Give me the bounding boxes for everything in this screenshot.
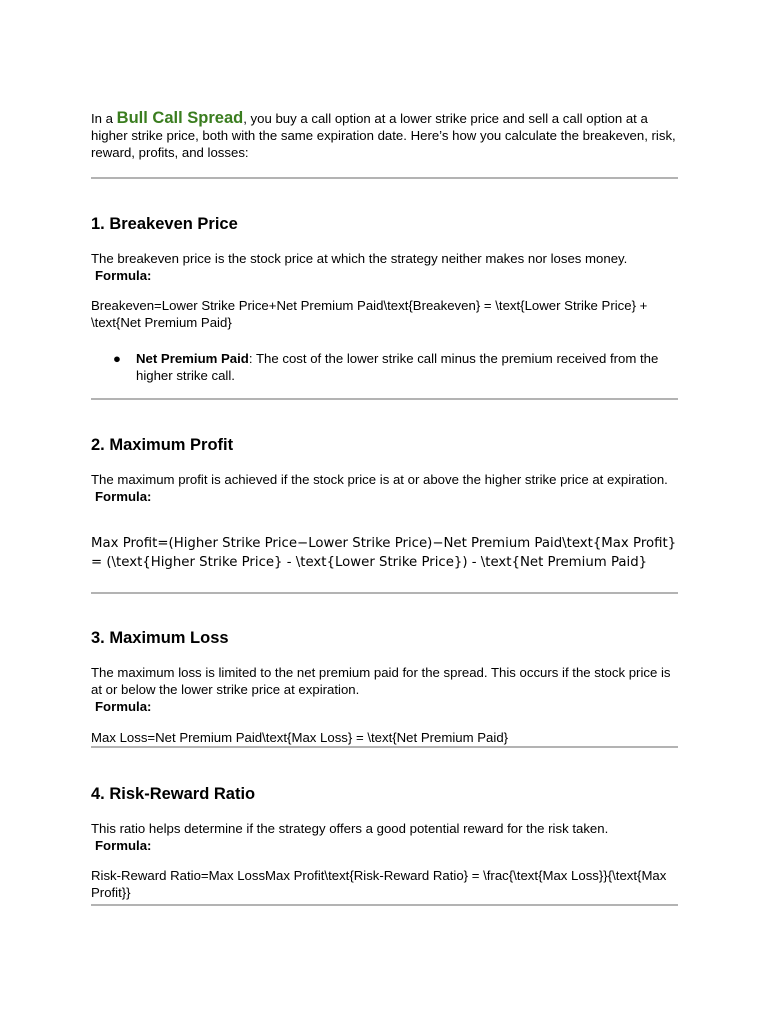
- section-description: The maximum profit is achieved if the stock price is at or above the higher strike price at expiration.: [91, 472, 668, 487]
- intro-paragraph: [91, 110, 678, 161]
- formula-label: Formula:: [95, 838, 152, 853]
- section-heading-breakeven: 1. Breakeven Price: [91, 215, 238, 233]
- bullet-icon: ●: [113, 351, 121, 366]
- section-description: The maximum loss is limited to the net premium paid for the spread. This occurs if the stock price is at or below the lower strike price at expiration.: [91, 665, 671, 697]
- section-heading-max-loss: 3. Maximum Loss: [91, 629, 229, 647]
- section-heading-max-profit: 2. Maximum Profit: [91, 436, 234, 454]
- formula-label: Formula:: [95, 489, 152, 504]
- divider: [91, 177, 678, 179]
- intro-prefix: In a: [91, 111, 117, 126]
- section-max-profit: [91, 471, 678, 505]
- section-breakeven: [91, 250, 678, 284]
- bullet-text: : The cost of the lower strike call minus the premium received from the higher strike call.: [136, 351, 659, 383]
- section-heading-risk-reward: 4. Risk-Reward Ratio: [91, 785, 256, 803]
- divider: [91, 398, 678, 400]
- formula-label: Formula:: [95, 699, 152, 714]
- formula-label: Formula:: [95, 268, 152, 283]
- formula-max-profit: Max Profit=(Higher Strike Price−Lower Strike Price)−Net Premium Paid\text{Max Profit} = (\text{Higher Strike Price} - \text{Lower Strike Price}) - \text{Net Premium Paid}: [91, 536, 677, 570]
- section-description: The breakeven price is the stock price at which the strategy neither makes nor loses money.: [91, 251, 628, 266]
- formula-max-loss: Max Loss=Net Premium Paid\text{Max Loss} = \text{Net Premium Paid}: [91, 730, 509, 745]
- list-item: [113, 350, 661, 384]
- bullet-term: Net Premium Paid: [136, 351, 249, 366]
- intro-suffix: , you buy a call option at a lower strike price and sell a call option at a higher strike price, both with the same expiration date. Here’s how you calculate the breakeven, risk, reward, profits, and losses:: [91, 111, 676, 160]
- strategy-name: Bull Call Spread: [116, 109, 244, 127]
- section-risk-reward: [91, 820, 678, 854]
- formula-breakeven: Breakeven=Lower Strike Price+Net Premium Paid\text{Breakeven} = \text{Lower Strike Price} + \text{Net Premium Paid}: [91, 298, 648, 330]
- section-description: This ratio helps determine if the strategy offers a good potential reward for the risk taken.: [91, 821, 609, 836]
- formula-risk-reward: Risk-Reward Ratio=Max LossMax Profit\text{Risk-Reward Ratio} = \frac{\text{Max Loss}}{\text{Max Profit}}: [91, 868, 667, 900]
- section-max-loss: [91, 664, 678, 715]
- divider: [91, 592, 678, 594]
- divider: [91, 904, 678, 906]
- divider: [91, 746, 678, 748]
